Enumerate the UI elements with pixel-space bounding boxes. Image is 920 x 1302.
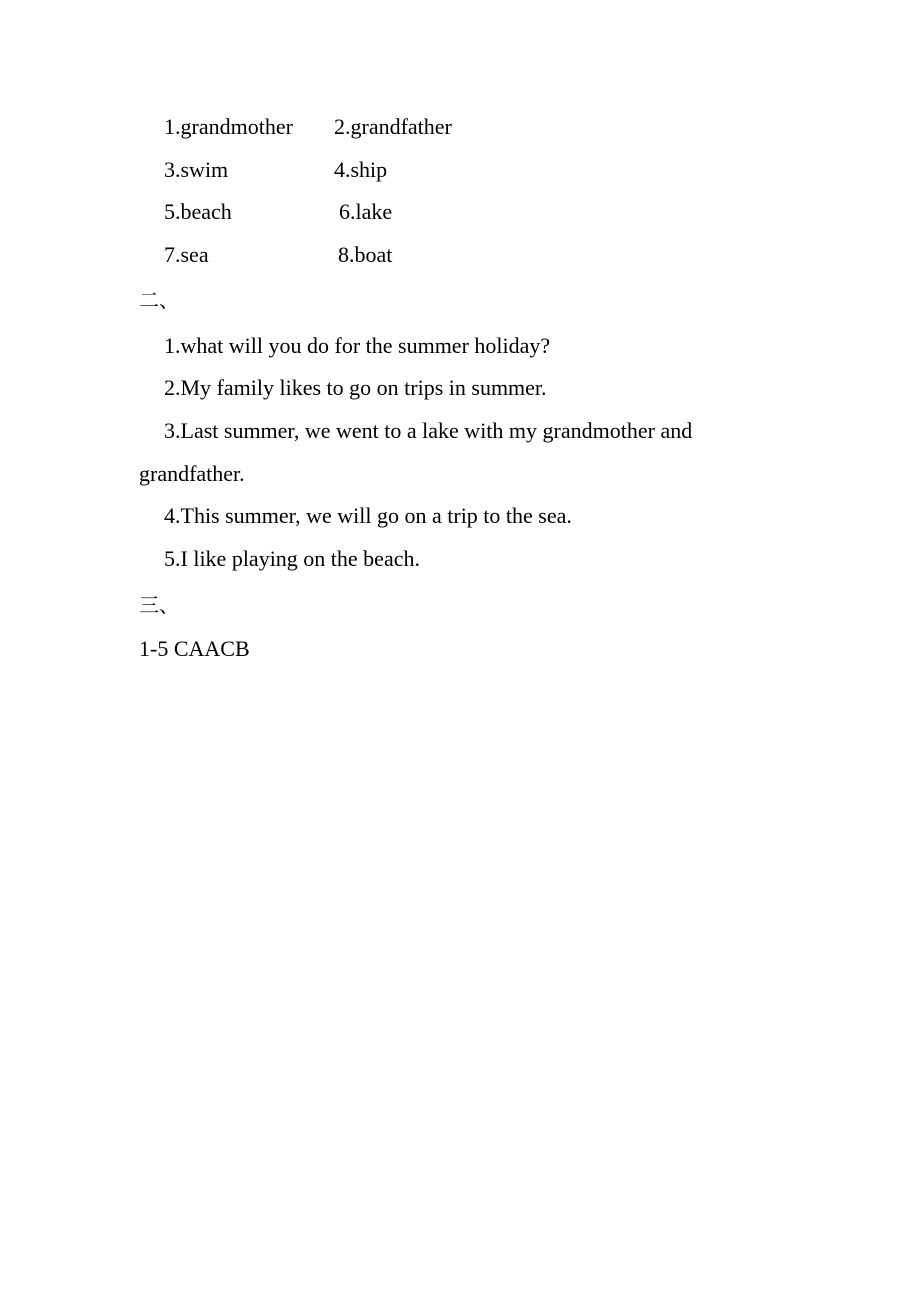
word-item: 8.boat: [338, 242, 393, 267]
sentence-item: 3.Last summer, we went to a lake with my grandmother and: [164, 418, 693, 443]
sentence-item: 5.I like playing on the beach.: [164, 546, 420, 571]
sentence-item: 4.This summer, we will go on a trip to the sea.: [164, 503, 572, 528]
section-heading: 二、: [139, 288, 179, 312]
sentence-continuation: grandfather.: [139, 461, 245, 486]
word-item: 3.swim: [164, 157, 229, 182]
word-item: 4.ship: [334, 157, 388, 182]
word-item: 7.sea: [164, 242, 209, 267]
word-item: 5.beach: [164, 199, 232, 224]
sentence-item: 2.My family likes to go on trips in summer.: [164, 375, 547, 400]
word-item: 1.grandmother: [164, 114, 293, 139]
section-heading: 三、: [139, 593, 179, 617]
word-item: 2.grandfather: [334, 114, 452, 139]
word-item: 6.lake: [339, 199, 393, 224]
sentence-item: 1.what will you do for the summer holiday?: [164, 333, 551, 358]
answer-key: 1-5 CAACB: [139, 636, 250, 661]
